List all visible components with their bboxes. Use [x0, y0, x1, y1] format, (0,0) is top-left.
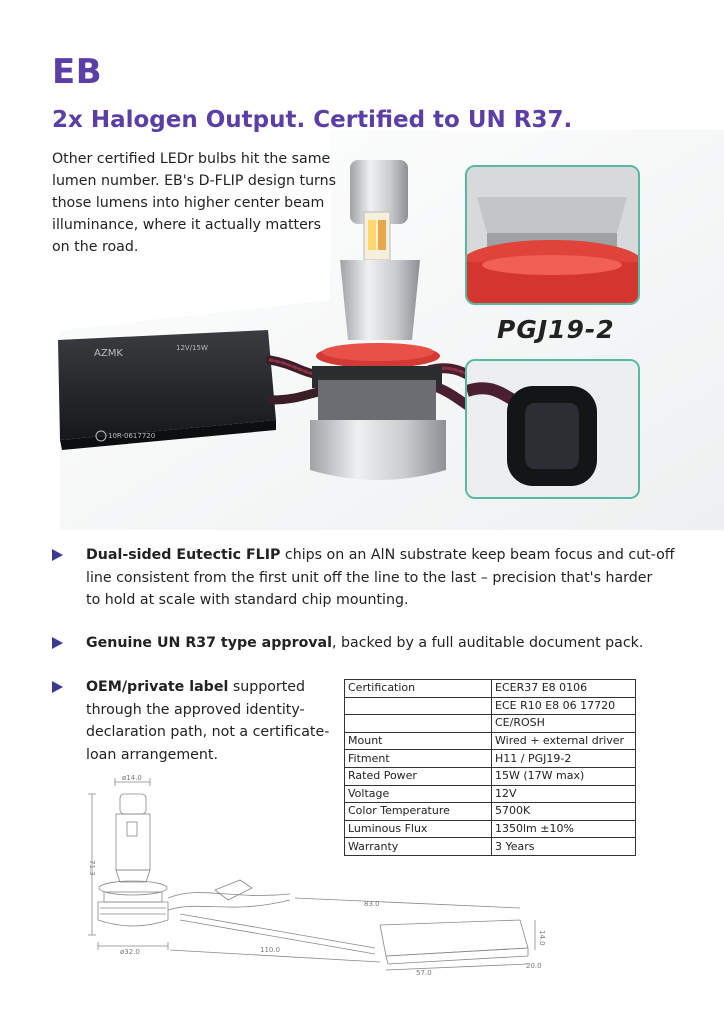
- page-title: EB: [52, 52, 103, 92]
- dim-driver-height: 14.0: [538, 930, 546, 946]
- spec-key: Rated Power: [345, 767, 492, 785]
- intro-line: those lumens into higher center beam: [52, 195, 325, 211]
- page-subtitle: 2x Halogen Output. Certified to UN R37.: [52, 107, 573, 133]
- bullet-line: to hold at scale with standard chip mounting.: [86, 592, 409, 608]
- dim-driver-length: 83.0: [364, 900, 380, 908]
- bullet-rest: chips on an AlN substrate keep beam focus and cut-off: [280, 547, 675, 563]
- spec-value: CE/ROSH: [492, 715, 636, 733]
- bullet-line: [86, 676, 342, 699]
- spec-key: Fitment: [345, 750, 492, 768]
- spec-value: ECER37 E8 0106: [492, 680, 636, 698]
- table-row: [345, 697, 636, 715]
- bullet-line: declaration path, not a certificate-: [86, 724, 330, 740]
- spec-key: Mount: [345, 732, 492, 750]
- intro-paragraph: [52, 148, 352, 258]
- spec-value: 12V: [492, 785, 636, 803]
- dim-cable-length: 110.0: [260, 946, 281, 954]
- bullet-line: [86, 544, 675, 567]
- bullet-line: line consistent from the first unit off the line to the last – precision that's harder: [86, 569, 653, 586]
- spec-value: H11 / PGJ19-2: [492, 750, 636, 768]
- dim-height: 71.3: [88, 860, 96, 876]
- driver-cert: 10R-0617720: [108, 432, 156, 440]
- spec-key: Color Temperature: [345, 803, 492, 821]
- driver-box: [58, 330, 276, 450]
- table-row: [345, 680, 636, 698]
- fitment-callout: PGJ19-2: [497, 315, 615, 344]
- spec-key: Certification: [345, 680, 492, 698]
- driver-rating: 12V/15W: [176, 344, 208, 352]
- spec-key: [345, 697, 492, 715]
- table-row: [345, 732, 636, 750]
- bullet-rest: supported: [228, 679, 306, 695]
- bullet-flip-chips: [52, 544, 675, 612]
- table-row: [345, 750, 636, 768]
- spec-value: 1350lm ±10%: [492, 820, 636, 838]
- bullet-line: [86, 632, 652, 655]
- technical-drawing: [80, 770, 560, 1020]
- dim-base-width: ø32.0: [120, 948, 140, 956]
- table-row: [345, 715, 636, 733]
- spec-value: ECE R10 E8 06 17720: [492, 697, 636, 715]
- spec-key: Luminous Flux: [345, 820, 492, 838]
- zoom-inset-base: [465, 165, 640, 305]
- driver-brand: AZMK: [94, 348, 123, 359]
- bullet-bold: OEM/private label: [86, 679, 229, 695]
- intro-line: on the road.: [52, 239, 139, 255]
- bullet-rest: , backed by a full auditable document pack.: [332, 635, 644, 651]
- intro-line: lumen number. EB's D-FLIP design turns: [52, 173, 337, 189]
- bullet-bold: Genuine UN R37 type approval: [86, 635, 332, 651]
- spec-value: Wired + external driver: [492, 732, 636, 750]
- spec-key: [345, 715, 492, 733]
- bullet-line: through the approved identity-: [86, 701, 305, 718]
- intro-line: illuminance, where it actually matters: [52, 217, 322, 233]
- spec-value: 15W (17W max): [492, 767, 636, 785]
- bullet-line: loan arrangement.: [86, 746, 218, 763]
- spec-value: 5700K: [492, 803, 636, 821]
- bullet-marker: [52, 637, 63, 649]
- spec-key: Warranty: [345, 838, 492, 856]
- bullet-type-approval: [52, 632, 652, 655]
- dim-top-width: ø14.0: [122, 774, 142, 782]
- dim-driver-depth: 20.0: [526, 962, 542, 970]
- bullet-oem-label: [52, 676, 342, 766]
- spec-value: 3 Years: [492, 838, 636, 856]
- intro-line: Other certified LEDr bulbs hit the same: [52, 151, 331, 167]
- bullet-marker: [52, 549, 63, 561]
- zoom-inset-connector: [465, 359, 640, 499]
- bullet-bold: Dual-sided Eutectic FLIP: [86, 547, 281, 563]
- bullet-marker: [52, 681, 63, 693]
- dim-driver-width: 57.0: [416, 969, 432, 977]
- spec-key: Voltage: [345, 785, 492, 803]
